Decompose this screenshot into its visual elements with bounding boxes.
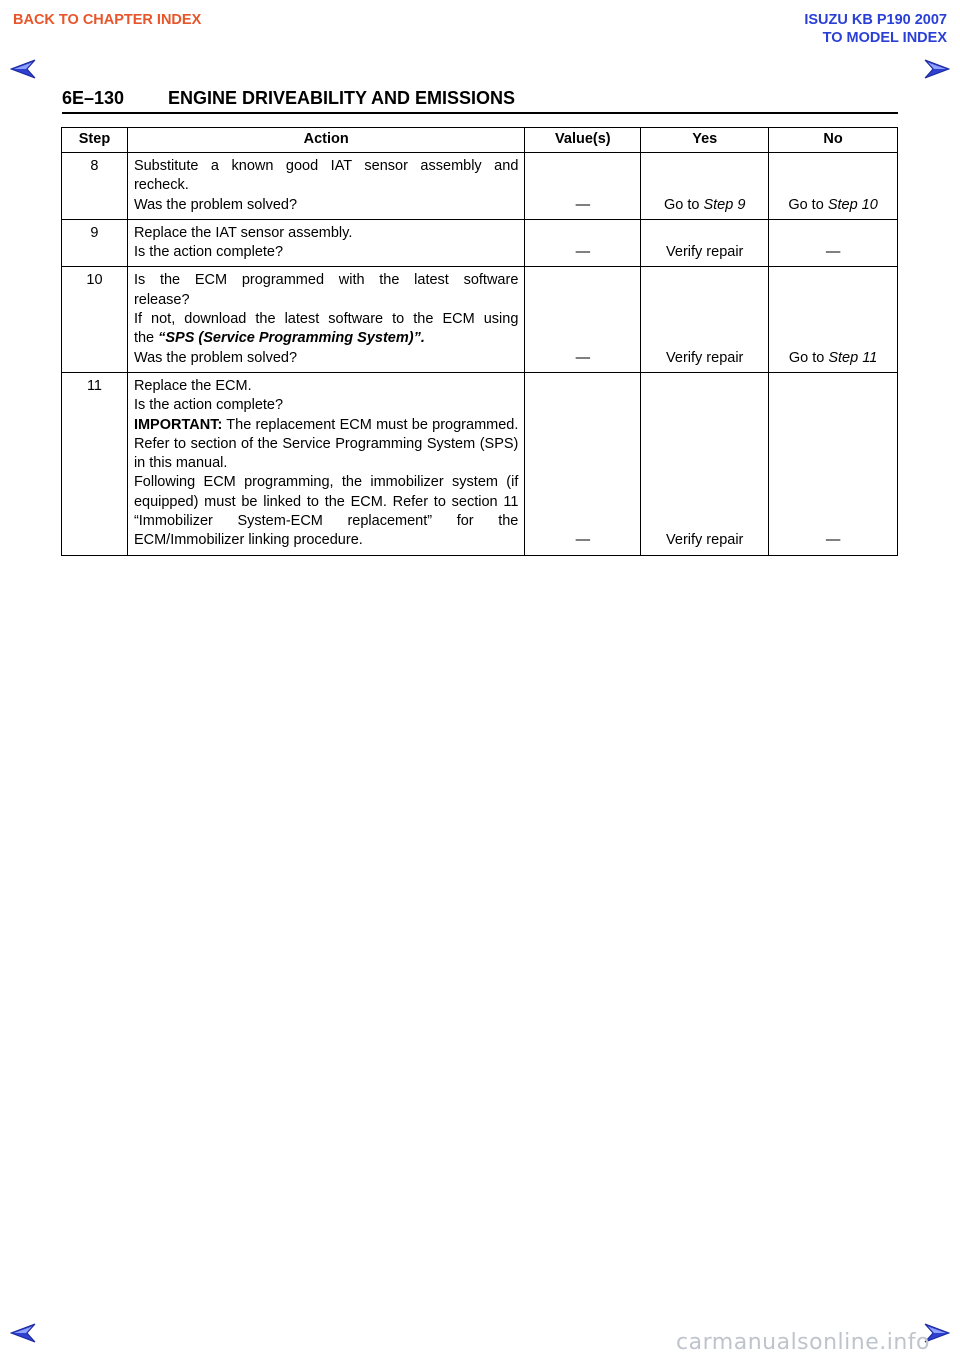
- value-cell: —: [525, 267, 641, 372]
- no-cell: [769, 267, 898, 372]
- no-prefix: Go to: [788, 349, 829, 366]
- arrow-right-icon[interactable]: [924, 58, 950, 80]
- table-row: [62, 219, 898, 267]
- action-line: Was the problem solved?: [133, 196, 298, 213]
- action-line: Replace the ECM.: [133, 377, 252, 394]
- arrow-left-icon[interactable]: [10, 58, 36, 80]
- yes-cell: [641, 153, 769, 220]
- page-header: [62, 86, 898, 114]
- diagnostic-table: [61, 127, 898, 556]
- column-header-step: Step: [62, 128, 128, 153]
- yes-cell: Verify repair: [641, 219, 769, 267]
- value-cell: —: [525, 372, 641, 555]
- action-paragraph: Following ECM programming, the immobilizer system (if equipped) must be linked to the ECM. Refer to section 11 “Immobilizer System-ECM replacement” for the ECM/Immobilizer linking procedure.: [133, 474, 519, 549]
- column-header-values: Value(s): [525, 128, 641, 153]
- action-text: the: [133, 330, 159, 347]
- action-cell: [127, 372, 524, 555]
- action-line: Substitute a known good IAT sensor assembly and: [133, 158, 519, 174]
- step-number: 11: [62, 372, 128, 555]
- to-model-index-link[interactable]: TO MODEL INDEX: [822, 30, 947, 46]
- no-step-ref: Step 11: [828, 349, 878, 366]
- action-line: release?: [133, 291, 190, 308]
- step-number: 8: [62, 153, 128, 220]
- yes-prefix: Go to: [663, 196, 704, 213]
- action-line: Is the action complete?: [133, 397, 284, 414]
- no-cell: —: [769, 219, 898, 267]
- watermark: carmanualsonline.info: [676, 1330, 930, 1355]
- arrow-left-icon[interactable]: [10, 1322, 36, 1344]
- action-line: recheck.: [133, 177, 189, 194]
- action-line: Replace the IAT sensor assembly.: [133, 224, 353, 241]
- step-number: 9: [62, 219, 128, 267]
- model-title-link[interactable]: ISUZU KB P190 2007: [804, 12, 947, 28]
- yes-step-ref: Step 9: [703, 196, 746, 213]
- sps-reference: “SPS (Service Programming System)”.: [158, 330, 425, 347]
- back-to-chapter-index-link[interactable]: BACK TO CHAPTER INDEX: [13, 12, 202, 28]
- column-header-yes: Yes: [641, 128, 769, 153]
- column-header-no: No: [769, 128, 898, 153]
- action-line: Is the ECM programmed with the latest software: [133, 272, 519, 289]
- value-cell: —: [525, 219, 641, 267]
- no-step-ref: Step 10: [827, 196, 878, 213]
- no-cell: [769, 153, 898, 220]
- action-line: [134, 329, 518, 348]
- important-label: IMPORTANT:: [133, 416, 223, 433]
- table-header-row: [62, 128, 898, 153]
- yes-cell: Verify repair: [641, 267, 769, 372]
- page-number: 6E–130: [62, 88, 125, 108]
- action-line: If not, download the latest software to the ECM using: [133, 311, 519, 328]
- table-row: [62, 372, 898, 555]
- important-note: [134, 416, 518, 474]
- action-cell: [127, 267, 524, 372]
- step-number: 10: [62, 267, 128, 372]
- no-prefix: Go to: [788, 196, 828, 213]
- yes-cell: Verify repair: [641, 372, 769, 555]
- no-cell: —: [769, 372, 898, 555]
- table-row: [62, 153, 898, 220]
- column-header-action: Action: [127, 128, 524, 153]
- value-cell: —: [525, 153, 641, 220]
- action-cell: [127, 153, 524, 220]
- important-text: The replacement ECM must be programmed. Refer to section of the Service Programming System (SPS) in this manual.: [133, 416, 519, 472]
- action-line: Is the action complete?: [133, 244, 284, 261]
- action-line: Was the problem solved?: [133, 349, 298, 366]
- section-title: ENGINE DRIVEABILITY AND EMISSIONS: [168, 88, 516, 108]
- action-cell: [127, 219, 524, 267]
- table-row: [62, 267, 898, 372]
